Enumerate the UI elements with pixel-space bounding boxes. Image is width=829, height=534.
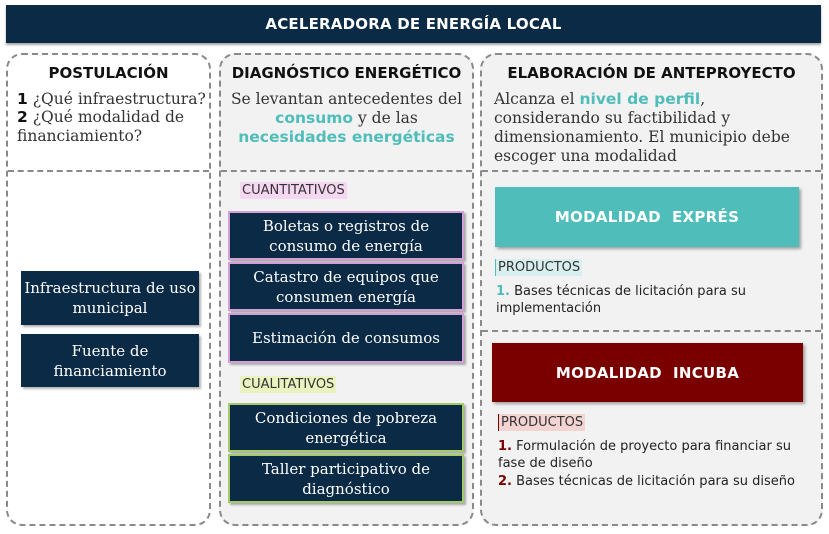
diagnostico-description (224, 90, 469, 147)
cuantitativo-item-boletas: Boletas o registros de consumo de energía (228, 211, 464, 260)
anteproyecto-highlight-nivel: nivel de perfil (579, 90, 701, 108)
question-2-text: ¿Qué modalidad de financiamiento? (17, 108, 185, 145)
anteproyecto-desc-pre: Alcanza el (494, 90, 575, 108)
incuba-product-2-text: Bases técnicas de licitación para su diseño (516, 474, 795, 489)
cualitativo-item-pobreza: Condiciones de pobreza energética (228, 403, 464, 452)
question-1-number: 1 (17, 90, 28, 108)
cuantitativo-item-estimacion: Estimación de consumos (228, 313, 464, 363)
incuba-product-1-text: Formulación de proyecto para financiar su fase de diseño (498, 439, 791, 471)
modalidad-expres-box (495, 187, 799, 247)
anteproyecto-description (494, 90, 814, 166)
postulacion-question-2 (17, 108, 207, 146)
postulacion-heading: POSTULACIÓN (48, 64, 169, 82)
question-2-number: 2 (17, 108, 28, 126)
expres-product-1 (496, 283, 796, 317)
expres-product-1-text: Bases técnicas de licitación para su implementación (496, 284, 746, 316)
question-1-text: ¿Qué infraestructura? (32, 90, 206, 108)
diagnostico-highlight-consumo: consumo (275, 109, 354, 127)
anteproyecto-heading: ELABORACIÓN DE ANTEPROYECTO (507, 64, 796, 82)
cuantitativos-label: CUANTITATIVOS (242, 183, 345, 198)
diagnostico-desc-mid: y de las (358, 109, 418, 127)
diagnostico-desc-pre: Se levantan antecedentes del (230, 90, 463, 108)
modalidad-incuba-box (492, 343, 803, 402)
incuba-product-1 (498, 438, 798, 472)
financiamiento-box: Fuente de financiamiento (21, 334, 199, 387)
diagnostico-highlight-necesidades: necesidades energéticas (238, 128, 455, 146)
expres-productos-label: PRODUCTOS (495, 259, 582, 276)
cualitativo-item-taller: Taller participativo de diagnóstico (228, 454, 464, 503)
diagnostico-heading: DIAGNÓSTICO ENERGÉTICO (231, 64, 462, 82)
postulacion-question-1 (17, 90, 207, 109)
expres-product-1-number: 1. (496, 284, 510, 299)
modalidad-divider (482, 330, 821, 332)
modalidad-expres-title: MODALIDAD EXPRÉS (554, 208, 740, 226)
main-title-banner (6, 5, 821, 43)
anteproyecto-divider (482, 170, 821, 172)
incuba-product-2 (498, 473, 798, 490)
postulacion-divider (8, 170, 209, 172)
anteproyecto-desc-post: , considerando su factibilidad y dimensionamiento. El municipio debe escoger una modalidad (494, 90, 790, 165)
incuba-product-1-number: 1. (498, 439, 512, 454)
diagnostico-divider (221, 170, 472, 172)
infraestructura-box: Infraestructura de uso municipal (21, 271, 199, 325)
main-title: ACELERADORA DE ENERGÍA LOCAL (265, 15, 562, 33)
modalidad-incuba-title: MODALIDAD INCUBA (555, 363, 740, 382)
incuba-product-2-number: 2. (498, 474, 512, 489)
cualitativos-label: CUALITATIVOS (242, 377, 335, 392)
cuantitativo-item-catastro: Catastro de equipos que consumen energía (228, 262, 464, 311)
incuba-productos-label: PRODUCTOS (498, 414, 585, 431)
